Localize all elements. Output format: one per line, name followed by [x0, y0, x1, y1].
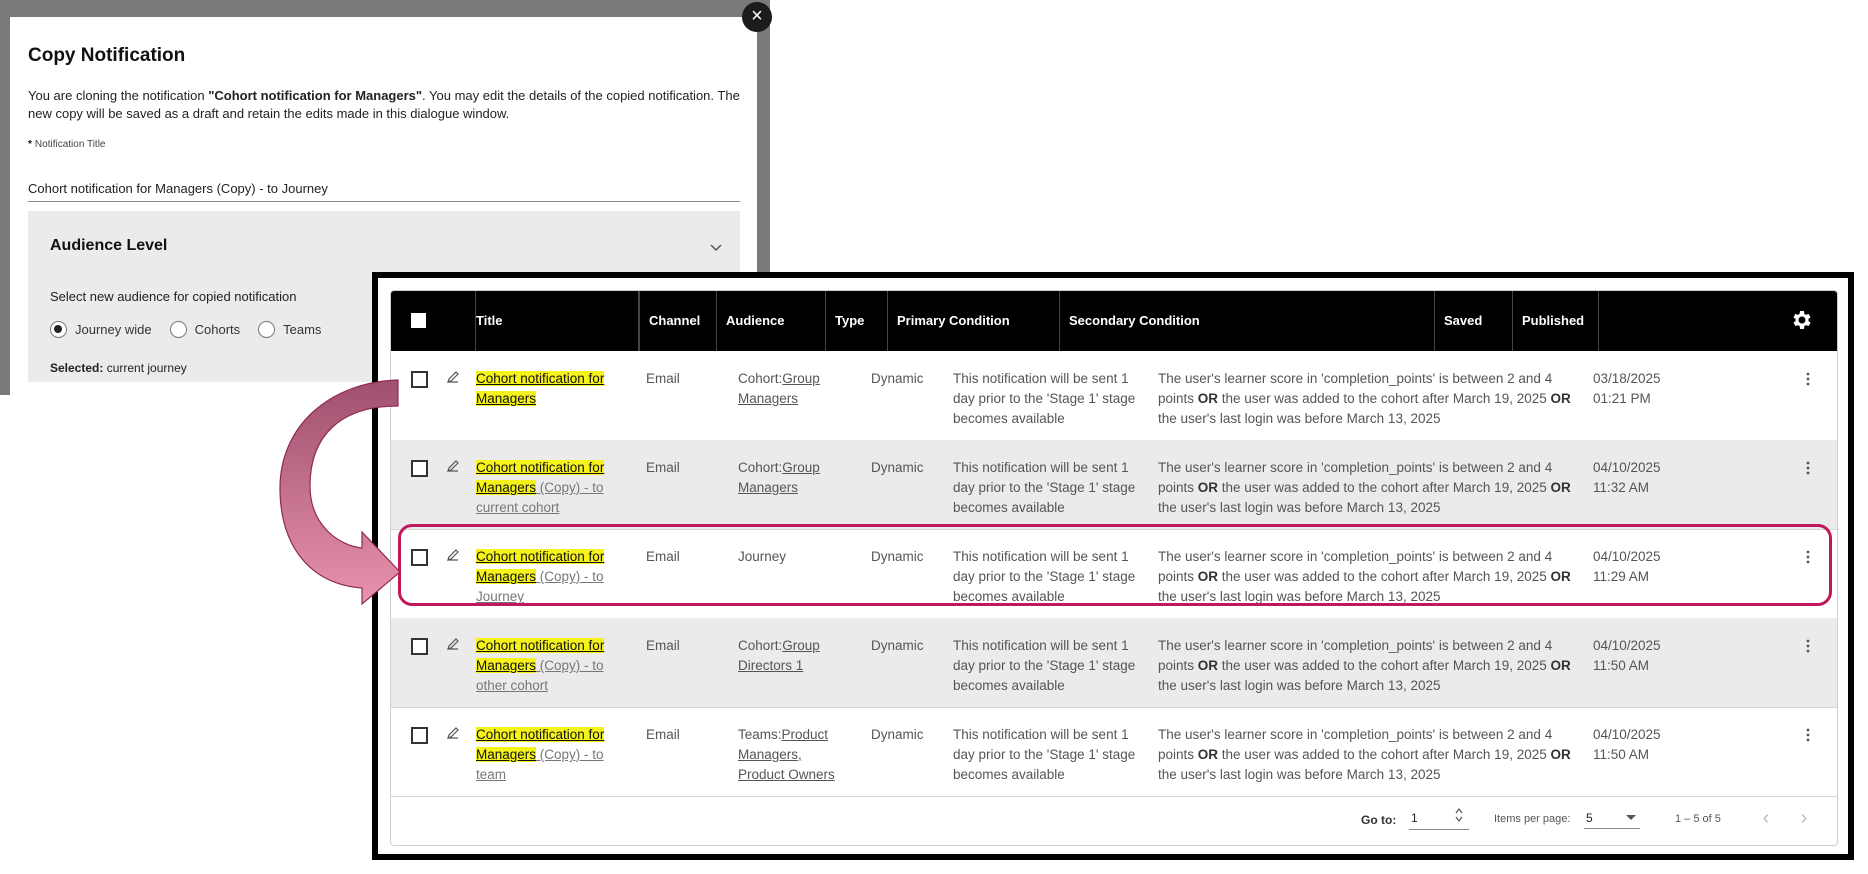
- row-primary-condition: This notification will be sent 1 day prior to the 'Stage 1' stage becomes available: [953, 460, 1136, 515]
- row-channel: Email: [646, 549, 680, 564]
- sec-part: The user's learner score in 'completion_points' is between 2 and 4 points: [1158, 460, 1553, 495]
- title-link[interactable]: Cohort notification for Managers: [476, 549, 605, 584]
- row-type: Dynamic: [871, 549, 924, 564]
- settings-gear-icon[interactable]: [1789, 308, 1813, 332]
- chevron-right-icon[interactable]: ›: [1800, 807, 1808, 829]
- row-checkbox[interactable]: [411, 638, 428, 655]
- table-row[interactable]: [391, 529, 1837, 619]
- title-suffix[interactable]: (Copy) - to current cohort: [476, 480, 604, 515]
- sec-or: OR: [1197, 480, 1219, 495]
- dialog-title: Copy Notification: [28, 45, 186, 66]
- row-title: [476, 636, 626, 696]
- selected-label: Selected:: [50, 361, 104, 375]
- audience-prefix: Teams:: [738, 727, 782, 742]
- sec-part: the user was added to the cohort after March 19, 2025: [1218, 391, 1551, 406]
- row-secondary-condition: [1158, 369, 1578, 429]
- header-type[interactable]: Type: [826, 291, 888, 351]
- audience-selected: [50, 361, 187, 375]
- row-primary-condition: This notification will be sent 1 day prior to the 'Stage 1' stage becomes available: [953, 638, 1136, 693]
- sec-or: OR: [1197, 658, 1219, 673]
- sec-part: The user's learner score in 'completion_points' is between 2 and 4 points: [1158, 549, 1553, 584]
- title-link[interactable]: Cohort notification for Managers: [476, 460, 605, 495]
- notifications-table: [390, 290, 1838, 846]
- saved-date: 03/18/2025: [1593, 371, 1661, 386]
- table-row[interactable]: [391, 440, 1837, 530]
- title-link[interactable]: Cohort notification for Managers: [476, 638, 605, 673]
- audience-prefix: Journey: [738, 549, 787, 564]
- row-type: Dynamic: [871, 371, 924, 386]
- row-saved: [1593, 725, 1673, 765]
- row-primary-condition: This notification will be sent 1 day prior to the 'Stage 1' stage becomes available: [953, 549, 1136, 604]
- sec-part: the user was added to the cohort after March 19, 2025: [1218, 569, 1551, 584]
- saved-time: 11:32 AM: [1593, 480, 1650, 495]
- row-type: Dynamic: [871, 727, 924, 742]
- row-title: [476, 547, 626, 607]
- close-icon[interactable]: ×: [742, 2, 772, 32]
- audience-radio-group: [50, 321, 339, 338]
- saved-time: 11:50 AM: [1593, 658, 1650, 673]
- radio-label: Teams: [283, 322, 322, 337]
- kebab-menu-icon[interactable]: [1805, 727, 1811, 743]
- title-link[interactable]: Cohort notification for Managers: [476, 371, 605, 406]
- audience-link[interactable]: Group Managers: [738, 460, 820, 495]
- audience-prefix: Cohort:: [738, 638, 783, 653]
- row-audience: [738, 458, 848, 498]
- row-saved: [1593, 636, 1673, 676]
- audience-prefix: Cohort:: [738, 460, 783, 475]
- sec-or: OR: [1550, 391, 1571, 406]
- pagination-range: 1 – 5 of 5: [1675, 813, 1721, 825]
- table-footer: [391, 793, 1837, 845]
- table-row[interactable]: [391, 351, 1837, 441]
- row-audience: [738, 547, 848, 567]
- title-link[interactable]: Cohort notification for Managers: [476, 727, 605, 762]
- title-suffix[interactable]: (Copy) - to other cohort: [476, 658, 604, 693]
- row-checkbox[interactable]: [411, 460, 428, 477]
- row-secondary-condition: [1158, 636, 1578, 696]
- sec-part: the user was added to the cohort after March 19, 2025: [1218, 480, 1551, 495]
- dropdown-caret-icon: [1626, 815, 1636, 820]
- radio-circle[interactable]: [258, 321, 275, 338]
- sec-part: the user's last login was before March 13, 2025: [1158, 678, 1441, 693]
- edit-pencil-icon[interactable]: [446, 370, 460, 384]
- row-title: [476, 369, 626, 409]
- required-mark: *: [28, 139, 32, 150]
- radio-label: Journey wide: [75, 322, 152, 337]
- curved-arrow-icon: [270, 376, 410, 606]
- row-channel: Email: [646, 460, 680, 475]
- spinner-arrows-icon[interactable]: [1454, 807, 1464, 823]
- row-channel: Email: [646, 371, 680, 386]
- saved-time: 11:50 AM: [1593, 747, 1650, 762]
- sec-or: OR: [1550, 747, 1571, 762]
- header-saved[interactable]: Saved: [1435, 291, 1513, 351]
- saved-time: 01:21 PM: [1593, 391, 1651, 406]
- row-audience: [738, 369, 848, 409]
- row-type: Dynamic: [871, 460, 924, 475]
- desc-suffix: . You may edit the details of the copied notification. The new copy will be saved as a draft and retain the edits made in this dialogue window.: [28, 88, 740, 121]
- kebab-menu-icon[interactable]: [1805, 638, 1811, 654]
- edit-pencil-icon[interactable]: [446, 637, 460, 651]
- sec-part: the user's last login was before March 13, 2025: [1158, 767, 1441, 782]
- kebab-menu-icon[interactable]: [1805, 549, 1811, 565]
- header-secondary-condition[interactable]: Secondary Condition: [1060, 291, 1435, 351]
- sec-or: OR: [1550, 569, 1571, 584]
- edit-pencil-icon[interactable]: [446, 548, 460, 562]
- sec-part: the user's last login was before March 13, 2025: [1158, 500, 1441, 515]
- saved-date: 04/10/2025: [1593, 727, 1661, 742]
- sec-or: OR: [1550, 658, 1571, 673]
- row-secondary-condition: [1158, 547, 1578, 607]
- notifications-panel: [372, 272, 1854, 860]
- title-suffix[interactable]: (Copy) - to Journey: [476, 569, 604, 604]
- sec-or: OR: [1197, 391, 1219, 406]
- table-header: [391, 291, 1837, 351]
- sec-part: the user was added to the cohort after March 19, 2025: [1218, 658, 1551, 673]
- edit-pencil-icon[interactable]: [446, 726, 460, 740]
- audience-level-title: Audience Level: [50, 237, 168, 254]
- row-saved: [1593, 369, 1673, 409]
- saved-time: 11:29 AM: [1593, 569, 1650, 584]
- header-published[interactable]: Published: [1513, 291, 1599, 351]
- radio-journey-wide[interactable]: [50, 321, 152, 338]
- row-channel: Email: [646, 638, 680, 653]
- dialog-description: [28, 87, 748, 123]
- row-primary-condition: This notification will be sent 1 day prior to the 'Stage 1' stage becomes available: [953, 371, 1136, 426]
- sec-part: The user's learner score in 'completion_points' is between 2 and 4 points: [1158, 727, 1553, 762]
- radio-label: Cohorts: [194, 322, 241, 337]
- audience-link[interactable]: Product Managers, Product Owners: [738, 727, 835, 782]
- notification-title-input[interactable]: [28, 175, 740, 202]
- sec-or: OR: [1197, 747, 1219, 762]
- edit-pencil-icon[interactable]: [446, 459, 460, 473]
- sec-part: the user's last login was before March 13, 2025: [1158, 589, 1441, 604]
- audience-link[interactable]: Group Directors 1: [738, 638, 820, 673]
- row-type: Dynamic: [871, 638, 924, 653]
- items-per-page-value: 5: [1586, 811, 1593, 825]
- radio-cohorts[interactable]: [170, 321, 241, 338]
- row-secondary-condition: [1158, 725, 1578, 785]
- sec-or: OR: [1197, 569, 1219, 584]
- row-checkbox[interactable]: [411, 549, 428, 566]
- goto-label: Go to:: [1361, 813, 1397, 827]
- chevron-left-icon[interactable]: ‹: [1762, 807, 1770, 829]
- row-checkbox[interactable]: [411, 727, 428, 744]
- sec-part: The user's learner score in 'completion_points' is between 2 and 4 points: [1158, 638, 1553, 673]
- selected-value: current journey: [106, 361, 187, 375]
- field-label-text: Notification Title: [34, 139, 106, 150]
- header-title[interactable]: Title: [467, 291, 639, 351]
- saved-date: 04/10/2025: [1593, 638, 1661, 653]
- sec-part: the user's last login was before March 13, 2025: [1158, 411, 1441, 426]
- row-title: [476, 458, 626, 518]
- kebab-menu-icon[interactable]: [1805, 460, 1811, 476]
- sec-part: The user's learner score in 'completion_points' is between 2 and 4 points: [1158, 371, 1553, 406]
- items-per-page-label: Items per page:: [1494, 813, 1571, 825]
- table-row[interactable]: [391, 618, 1837, 708]
- saved-date: 04/10/2025: [1593, 549, 1661, 564]
- audience-subtitle: Select new audience for copied notification: [50, 289, 297, 304]
- header-primary-condition[interactable]: Primary Condition: [888, 291, 1060, 351]
- audience-prefix: Cohort:: [738, 371, 783, 386]
- row-primary-condition: This notification will be sent 1 day prior to the 'Stage 1' stage becomes available: [953, 727, 1136, 782]
- desc-prefix: You are cloning the notification: [28, 88, 209, 103]
- header-audience[interactable]: Audience: [717, 291, 826, 351]
- row-audience: [738, 636, 848, 676]
- items-per-page-select[interactable]: [1584, 808, 1640, 829]
- row-channel: Email: [646, 727, 680, 742]
- chevron-down-icon[interactable]: [708, 239, 724, 255]
- radio-teams[interactable]: [258, 321, 321, 338]
- sec-or: OR: [1550, 480, 1571, 495]
- title-suffix[interactable]: (Copy) - to team: [476, 747, 604, 782]
- row-secondary-condition: [1158, 458, 1578, 518]
- notification-title-label: [28, 139, 106, 150]
- row-audience: [738, 725, 848, 785]
- row-checkbox[interactable]: [411, 371, 428, 388]
- radio-circle-selected[interactable]: [50, 321, 67, 338]
- saved-date: 04/10/2025: [1593, 460, 1661, 475]
- row-title: [476, 725, 626, 785]
- table-row[interactable]: [391, 707, 1837, 797]
- select-all-checkbox[interactable]: [411, 313, 426, 328]
- kebab-menu-icon[interactable]: [1805, 371, 1811, 387]
- sec-part: the user was added to the cohort after March 19, 2025: [1218, 747, 1551, 762]
- header-select-cell: [391, 291, 476, 351]
- audience-link[interactable]: Group Managers: [738, 371, 820, 406]
- row-saved: [1593, 547, 1673, 587]
- row-saved: [1593, 458, 1673, 498]
- header-channel[interactable]: Channel: [639, 291, 717, 351]
- radio-circle[interactable]: [170, 321, 187, 338]
- desc-notification-name: "Cohort notification for Managers": [208, 88, 423, 103]
